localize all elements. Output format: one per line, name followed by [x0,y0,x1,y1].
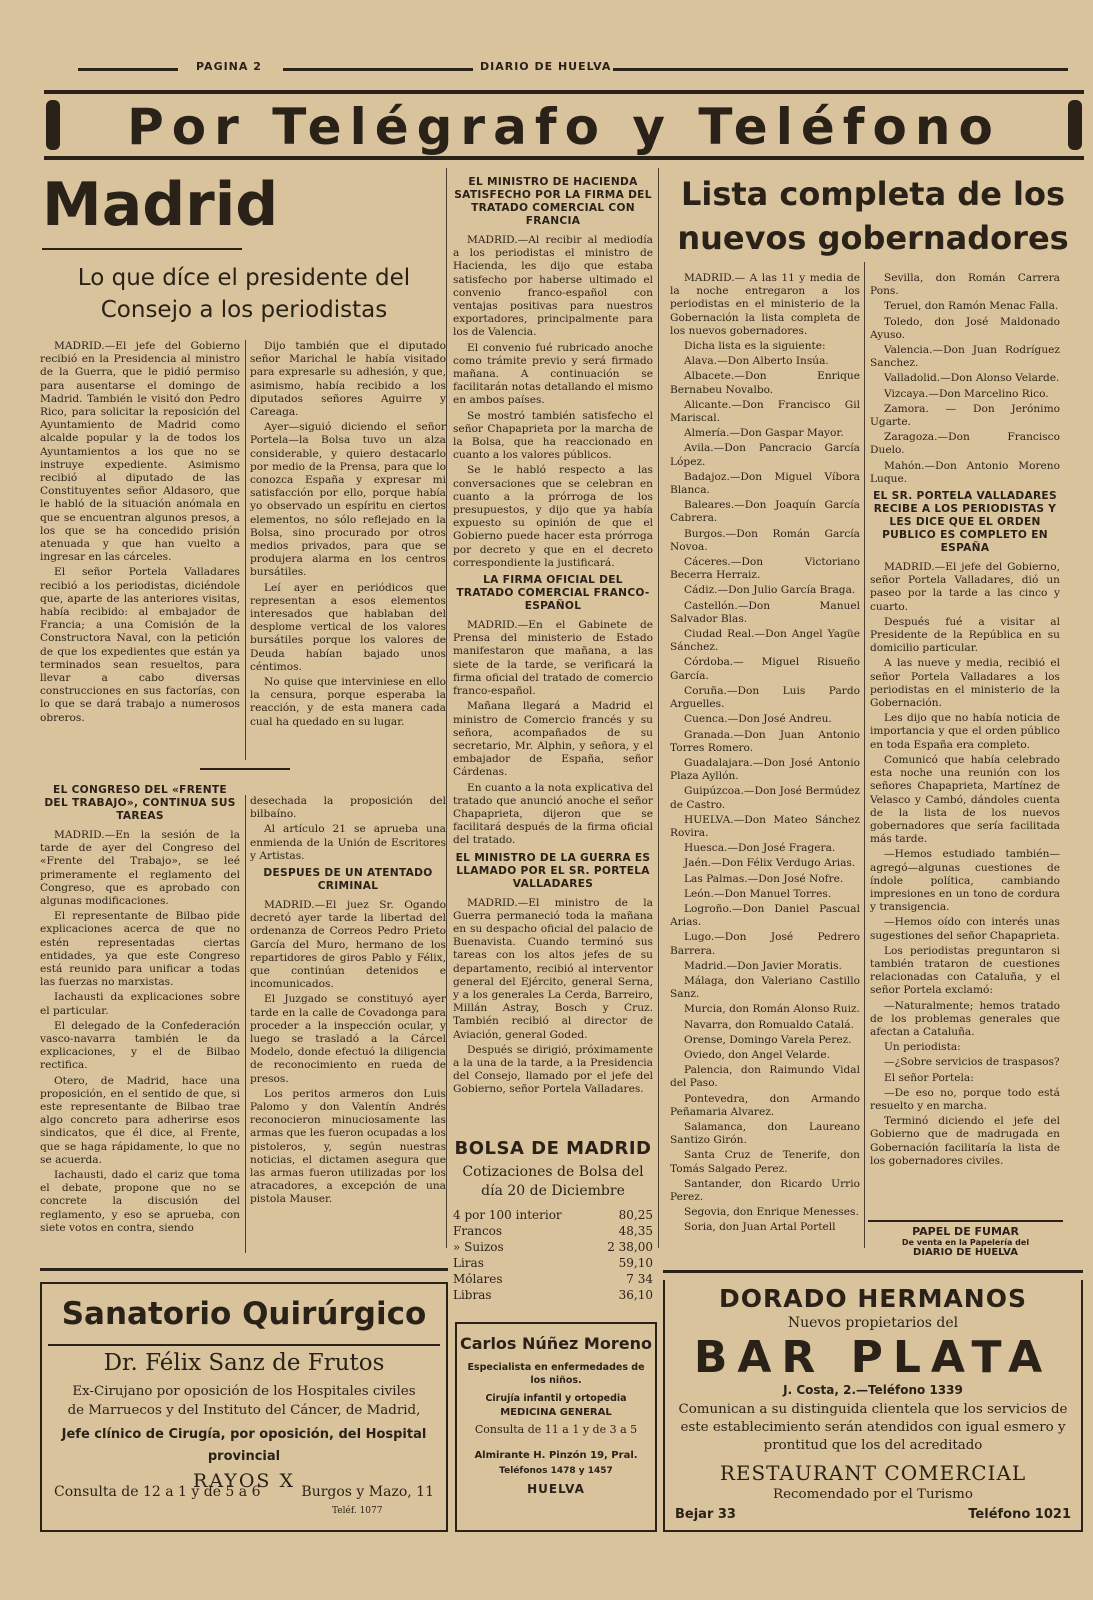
dorado-ad [663,1280,1083,1532]
hacienda-headline: EL MINISTRO DE HACIENDA SATISFECHO POR LA FIRMA DEL TRATADO COMERCIAL CON FRANCIA [454,176,652,227]
gobernadores-column-2 [870,272,1060,1217]
ad-title: Sanatorio Quirúrgico [61,1296,427,1332]
article-paragraph: Al artículo 21 se aprueba una enmienda de la Unión de Escritores y Artistas. [250,823,446,862]
table-row [453,1239,653,1255]
article-paragraph: Leí ayer en periódicos que representan a esos elementos interesados que hablaban del desplome vertical de los valores bursátiles porque los valores de Deuda habían bajado unos céntimos. [250,581,446,673]
bolsa-subtitle: Cotizaciones de Bolsa del día 20 de Diciembre [462,1164,644,1199]
ad-doctor: Dr. Félix Sanz de Frutos [103,1350,385,1376]
list-item: Pontevedra, don Armando Peñamaria Alvarez. [670,1092,860,1118]
article-paragraph: El Juzgado se constituyó ayer tarde en la calle de Covadonga para proceder a la inspección ocular, y luego se trasladó a la Cárcel Modelo, donde efectuó la diligencia de reconocimiento en rueda de presos. [250,993,446,1085]
carlos-ad [455,1322,657,1532]
gobernadores-headline: Lista completa de los nuevos gobernadores [677,175,1069,257]
article-paragraph: Los periodistas preguntaron si también trataron de cuestiones relacionadas con Cataluña, y el señor Portela exclamó: [870,944,1060,997]
list-item: Guipúzcoa.—Don José Bermúdez de Castro. [670,785,860,811]
article-paragraph: No quise que interviniese en ello la censura, porque esperaba la reacción, y de esta manera cada cual ha quedado en su lugar. [250,676,446,728]
list-item: Huesca.—Don José Fragera. [684,842,836,855]
article-paragraph: MADRID.—En el Gabinete de Prensa del ministerio de Estado manifestaron que mañana, a las siete de la tarde, se verificará la firma oficial del tratado de comercio franco-español. [453,619,653,698]
article-paragraph: Les dijo que no había noticia de importancia y que el orden público en toda España era completo. [870,712,1060,751]
madrid-column-1 [40,340,240,760]
list-item: Las Palmas.—Don José Nofre. [684,872,844,885]
article-paragraph: Los peritos armeros don Luis Palomo y don Valentín Andrés reconocieron minuciosamente las armas que les fueron ocupadas a los pistoleros, y, según nuestras noticias, el dictamen asegura que las armas fueron utilizadas por los atracadores, a excepción de una pistola Mauser. [250,1087,446,1206]
list-item: Santander, don Ricardo Urrio Perez. [670,1177,860,1203]
article-paragraph: Se mostró también satisfecho el señor Chapaprieta por la marcha de la Bolsa, que ha reaccionado en cuanto a los valores públicos. [453,409,653,462]
ad-line: Cirujía infantil y ortopedia [485,1393,627,1404]
ad-title: Carlos Núñez Moreno [460,1334,652,1353]
list-item: León.—Don Manuel Torres. [684,887,832,900]
list-item: Albacete.—Don Enrique Bernabeu Novalbo. [670,370,860,396]
madrid-section-title: Madrid [42,170,279,240]
article-paragraph: Otero, de Madrid, hace una proposición, en el sentido de que, si este representante de Bilbao trae algo concreto para adherirse esos sindicatos, que él dice, al Frente, que se haga rápidamente, lo que no se acuerda. [40,1074,240,1166]
list-item: Almería.—Don Gaspar Mayor. [684,427,844,440]
bolsa-table [453,1207,653,1303]
header-rule [613,68,1068,71]
sanatorio-ad [40,1282,448,1532]
article-paragraph: Dijo también que el diputado señor Marichal le había visitado para expresarle su adhesión, y que, asimismo, había recibido a los diputados señores Aguirre y Careaga. [250,340,446,419]
list-item: Murcia, don Román Alonso Ruiz. [684,1003,860,1016]
ad-address: J. Costa, 2.—Teléfono 1339 [783,1383,963,1397]
ad-rayos: RAYOS X [193,1470,295,1492]
ad-rule [48,1344,440,1346]
article-paragraph: Terminó diciendo el jefe del Gobierno que de madrugada en Gobernación facilitaría la lista de los gobernadores civiles. [870,1115,1060,1167]
list-item: Logroño.—Don Daniel Pascual Arias. [670,902,860,929]
list-item: Málaga, don Valeriano Castillo Sanz. [670,974,860,1001]
bolsa-item: » Suizos [453,1240,504,1254]
list-item: Oviedo, don Angel Velarde. [684,1048,830,1061]
bolsa-item: Mólares [453,1272,503,1286]
bolsa-value: 2 38,00 [607,1240,653,1254]
article-paragraph: MADRID.—El ministro de la Guerra permaneció toda la mañana en su despacho oficial del palacio de Buenavista. Cuando terminó sus tareas con los altos jefes de su departamento, recibió al interventor general del Ejército, general Serna, y a los generales La Cerda, Barreiro, Millán Astray, Bosch y Cruz. También recibió al director de Aviación, general Goded. [453,896,653,1041]
papel-fumar-ad [868,1220,1063,1262]
bolsa-item: 4 por 100 interior [453,1208,562,1222]
portela-headline: EL SR. PORTELA VALLADARES RECIBE A LOS PERIODISTAS Y LES DICE QUE EL ORDEN PUBLICO ES COMPLETO EN ESPAÑA [873,490,1057,555]
column-rule [245,795,246,1253]
list-item: Burgos.—Don Román García Novoa. [670,527,860,553]
list-item: Palencia, don Raimundo Vidal del Paso. [670,1064,860,1090]
article-paragraph: —Naturalmente; hemos tratado de los problemas generales que afectan a Cataluña. [870,999,1060,1038]
list-item: Salamanca, don Laureano Santizo Girón. [670,1120,860,1147]
ad-rule [663,1270,1083,1273]
list-item: Teruel, don Ramón Menac Falla. [884,300,1059,313]
list-item: Mahón.—Don Antonio Moreno Luque. [870,459,1060,485]
list-item: Jaén.—Don Félix Verdugo Arias. [684,857,856,870]
list-item: Badajoz.—Don Miguel Víbora Blanca. [670,470,860,497]
article-paragraph: Comunicó que había celebrado esta noche una reunión con los señores Chapaprieta, Martínez de Velasco y Cambó, dándoles cuenta de la lista de los nuevos gobernadores que sería facilitada más tarde. [870,753,1060,846]
bolsa-title: BOLSA DE MADRID [454,1138,652,1159]
table-row [453,1271,653,1287]
ad-tel: Teléfonos 1478 y 1457 [499,1466,613,1476]
ad-city: HUELVA [527,1482,585,1496]
article-paragraph: MADRID.—El juez Sr. Ogando decretó ayer tarde la libertad del ordenanza de Correos Pedro Prieto García del Muro, hermano de los repartidores de giros Pablo y Félix, que continúan detenidos e incomunicados. [250,899,446,991]
guerra-headline: EL MINISTRO DE LA GUERRA ES LLAMADO POR EL SR. PORTELA VALLADARES [455,851,651,890]
list-item: Castellón.—Don Manuel Salvador Blas. [670,599,860,625]
bolsa-value: 59,10 [618,1256,653,1270]
list-item: Sevilla, don Román Carrera Pons. [870,272,1060,298]
page-header [78,60,1068,78]
article-paragraph: MADRID.—Al recibir al mediodía a los periodistas el ministro de Hacienda, les dijo que estaba satisfecho por haberse ultimado el convenio franco-español con ventajas positivas para nuestros exportadores, principalmente para los de Valencia. [453,234,653,339]
article-paragraph: MADRID.— A las 11 y media de la noche entregaron a los periodistas en el ministerio de la Gobernación la lista completa de los nuevos gobernadores. [670,272,860,337]
article-paragraph: El señor Portela: [884,1071,974,1084]
header-rule [78,68,178,71]
bolsa-value: 7 34 [626,1272,653,1286]
ad-line: PAPEL DE FUMAR [912,1225,1019,1238]
paper-name: DIARIO DE HUELVA [480,60,612,73]
article-paragraph: Después se dirigió, próximamente a la una de la tarde, a la Presidencia del Consejo, llamado por el jefe del Gobierno, señor Portela Valladares. [453,1043,653,1096]
ad-line: Especialista en enfermedades de los niños. [467,1362,645,1386]
list-item: Soria, don Juan Artal Portell [684,1221,836,1234]
congreso-column-1 [40,780,240,1255]
column-rule [658,168,659,1248]
list-item: Madrid.—Don Javier Moratis. [684,959,842,972]
article-paragraph: —Hemos estudiado también—agregó—algunas cuestiones de índole política, cambiando impresiones en un tono de cordura y transigencia. [870,848,1060,914]
list-item: Granada.—Don Juan Antonio Torres Romero. [670,728,860,754]
header-rule [283,68,473,71]
list-item: Ciudad Real.—Don Angel Yagüe Sánchez. [670,628,860,654]
column-rule [245,340,246,760]
list-item: Avila.—Don Pancracio García López. [670,442,860,468]
bolsa-value: 48,35 [618,1224,653,1238]
ad-bar-name: BAR PLATA [693,1332,1053,1383]
list-item: Alicante.—Don Francisco Gil Mariscal. [670,398,860,425]
article-paragraph: Un periodista: [884,1041,961,1054]
bolsa-box [453,1138,653,1318]
ad-restaurant: RESTAURANT COMERCIAL [719,1461,1027,1485]
article-paragraph: El representante de Bilbao pide explicaciones acerca de que no estén representadas ciertas entidades, ya que este Congreso está reunido para unificar a todas las fuerzas no marxistas. [40,910,240,989]
atentado-headline: DESPUES DE UN ATENTADO CRIMINAL [263,867,433,893]
article-paragraph: Iachausti da explicaciones sobre el particular. [40,991,240,1017]
list-item: Baleares.—Don Joaquín García Cabrera. [670,499,860,525]
article-paragraph: El delegado de la Confederación vasco-navarra también le da explicaciones, y el de Bilbao rectifica. [40,1019,240,1072]
article-paragraph: El señor Portela Valladares recibió a los periodistas, diciéndole que, aparte de las anteriores visitas, había recibido: al embajador de Francia; a una Comisión de la Constructora Naval, con la petición de que los expedientes que están ya terminados sean resueltos, para llevar a cabo diversas construcciones en sus factorías, con lo que se dará trabajo a numerosos obreros. [40,566,240,724]
madrid-column-2 [250,340,446,760]
list-item: Santa Cruz de Tenerife, don Tomás Salgado Perez. [670,1149,860,1175]
article-paragraph: MADRID.—El jefe del Gobierno, señor Portela Valladares, dió un paseo por la tarde a las cinco y cuarto. [870,561,1060,613]
bolsa-value: 80,25 [618,1208,653,1222]
section-banner [44,90,1084,160]
ad-line: Ex-Cirujano por oposición de los Hospitales civiles [72,1384,416,1399]
ad-line: DIARIO DE HUELVA [913,1247,1018,1258]
bolsa-value: 36,10 [618,1288,653,1302]
gobernadores-column-1 [670,272,860,1262]
ad-line: Nuevos propietarios del [787,1315,959,1331]
banner-ornament-right [1068,100,1082,150]
ad-address: Almirante H. Pinzón 19, Pral. [474,1450,638,1461]
bolsa-item: Francos [453,1224,503,1238]
ad-address: Burgos y Mazo, 11 [301,1484,434,1500]
list-item: Navarra, don Romualdo Catalá. [684,1018,854,1031]
ad-tel: Teléfono 1021 [968,1507,1071,1522]
firma-headline: LA FIRMA OFICIAL DEL TRATADO COMERCIAL FRANCO-ESPAÑOL [456,574,650,613]
list-item: Valladolid.—Don Alonso Velarde. [884,372,1060,385]
article-paragraph: —De eso no, porque todo está resuelto y en marcha. [870,1086,1060,1112]
ad-text: Comunican a su distinguida clientela que los servicios de este establecimiento serán atendidos con igual esmero y prontitud que los del acreditado [678,1402,1068,1453]
table-row [453,1287,653,1303]
list-item: Segovia, don Enrique Menesses. [684,1206,859,1219]
article-paragraph: A las nueve y media, recibió el señor Portela Valladares a los periodistas en el ministerio de la Gobernación. [870,657,1060,710]
ad-consulta: Consulta de 12 a 1 y de 5 a 6 [54,1484,261,1500]
list-item: Córdoba.— Miguel Risueño García. [670,656,860,682]
ornament-rule [200,768,290,770]
article-paragraph: MADRID.—El jefe del Gobierno recibió en la Presidencia al ministro de la Guerra, que le pidió permiso para ausentarse el domingo de Madrid. También le visitó don Pedro Rico, para solicitar la reposición del Ayuntamiento de Madrid como alcalde popular y la de todos los Ayuntamientos a los que no se instruye expediente. Asimismo recibió al diputado de las Constituyentes señor Aldasoro, que le habló de la situación anómala en que se encuentran algunos presos, a los que se ha concedido prisión atenuada y que han vuelto a ingresar en las cárceles. [40,340,240,564]
ad-line: De venta en la Papelería del [901,1238,1030,1247]
list-item: Zaragoza.—Don Francisco Duelo. [870,431,1060,457]
banner-title: Por Telégrafo y Teléfono [127,98,1001,156]
article-paragraph: Iachausti, dado el cariz que toma el debate, propone que no se concrete la discusión del reglamento, y eso se aprueba, con siete votos en contra, siendo [40,1169,240,1234]
article-paragraph: Mañana llegará a Madrid el ministro de Comercio francés y su señora, acompañados de su secretario, Mr. Alphin, y señora, y el embajador de España, señor Cárdenas. [453,700,653,779]
congreso-column-2 [250,795,446,1255]
list-item: Dicha lista es la siguiente: [684,340,826,353]
list-item: Vizcaya.—Don Marcelino Rico. [884,387,1049,400]
ad-title: DORADO HERMANOS [719,1284,1027,1313]
article-paragraph: Ayer—siguió diciendo el señor Portela—la Bolsa tuvo un alza considerable, y quiero destacarlo por medio de la Prensa, para que lo conozca España y expresar mi satisfacción por ello, porque había yo observado un espíritu en ciertos elementos, no sólo reflejado en la Bolsa, sino procurado por otros medios privados, para que se produjera alarma en los centros bursátiles. [250,421,446,579]
list-item: Guadalajara.—Don José Antonio Plaza Ayllón. [670,756,860,783]
list-item: Toledo, don José Maldonado Ayuso. [870,315,1060,341]
ad-line: de Marruecos y del Instituto del Cáncer, de Madrid, [67,1403,421,1418]
list-item: Cáceres.—Don Victoriano Becerra Herraiz. [670,556,860,582]
article-paragraph: El convenio fué rubricado anoche como trámite previo y será firmado mañana. A continuación se facilitarán notas detallando el mismo en ambos países. [453,341,653,407]
list-item: Coruña.—Don Luis Pardo Arguelles. [670,684,860,711]
list-item: Cuenca.—Don José Andreu. [684,713,832,726]
ad-line: Recomendado por el Turismo [773,1487,973,1502]
ad-line: Jefe clínico de Cirugía, por oposición, del Hospital provincial [61,1427,427,1464]
ad-tel: Teléf. 1077 [332,1506,383,1516]
list-item: Cádiz.—Don Julio García Braga. [684,584,856,597]
list-item: Lugo.—Don José Pedrero Barrera. [670,931,860,957]
page-number: PAGINA 2 [196,60,262,73]
table-row [453,1223,653,1239]
article-paragraph: Después fué a visitar al Presidente de la República en su domicilio particular. [870,615,1060,655]
article-paragraph: MADRID.—En la sesión de la tarde de ayer del Congreso del «Frente del Trabajo», se leé primeramente el reglamento del Congreso, que es aprobado con algunas modificaciones. [40,829,240,908]
ad-line: MEDICINA GENERAL [500,1407,612,1418]
list-item: Valencia.—Don Juan Rodríguez Sanchez. [870,344,1060,370]
table-row [453,1255,653,1271]
hacienda-column [453,176,653,1134]
ad-rule [40,1268,448,1271]
bolsa-item: Libras [453,1288,492,1302]
article-paragraph: desechada la proposición del bilbaíno. [250,795,446,821]
list-item: Orense, Domingo Varela Perez. [684,1033,852,1046]
list-item: Alava.—Don Alberto Insúa. [684,355,829,368]
madrid-headline: Lo que díce el presidente del Consejo a los periodistas [77,265,411,323]
article-paragraph: En cuanto a la nota explicativa del tratado que anunció anoche el señor Chapaprieta, dijeron que se facilitará después de la firma oficial del tratado. [453,781,653,847]
article-paragraph: —Hemos oído con interés unas sugestiones del señor Chapaprieta. [870,916,1060,942]
list-item: HUELVA.—Don Mateo Sánchez Rovira. [670,813,860,839]
bolsa-item: Liras [453,1256,484,1270]
ad-line: Consulta de 11 a 1 y de 3 a 5 [474,1423,638,1436]
list-item: Zamora. — Don Jerónimo Ugarte. [870,402,1060,429]
ad-address: Bejar 33 [675,1507,736,1522]
table-row [453,1207,653,1223]
congreso-headline: EL CONGRESO DEL «FRENTE DEL TRABAJO», CONTINUA SUS TAREAS [44,784,236,822]
column-rule [864,262,865,1248]
article-paragraph: —¿Sobre servicios de traspasos? [884,1056,1060,1069]
column-rule [446,168,447,1248]
article-paragraph: Se le habló respecto a las conversaciones que se celebran en cuanto a la prórroga de los presupuestos, y dijo que ya había expuesto su opinión de que el Gobierno puede hacer esta prórroga por decreto y que en el decreto correspondiente la justificará. [453,464,653,569]
title-rule [42,248,242,250]
